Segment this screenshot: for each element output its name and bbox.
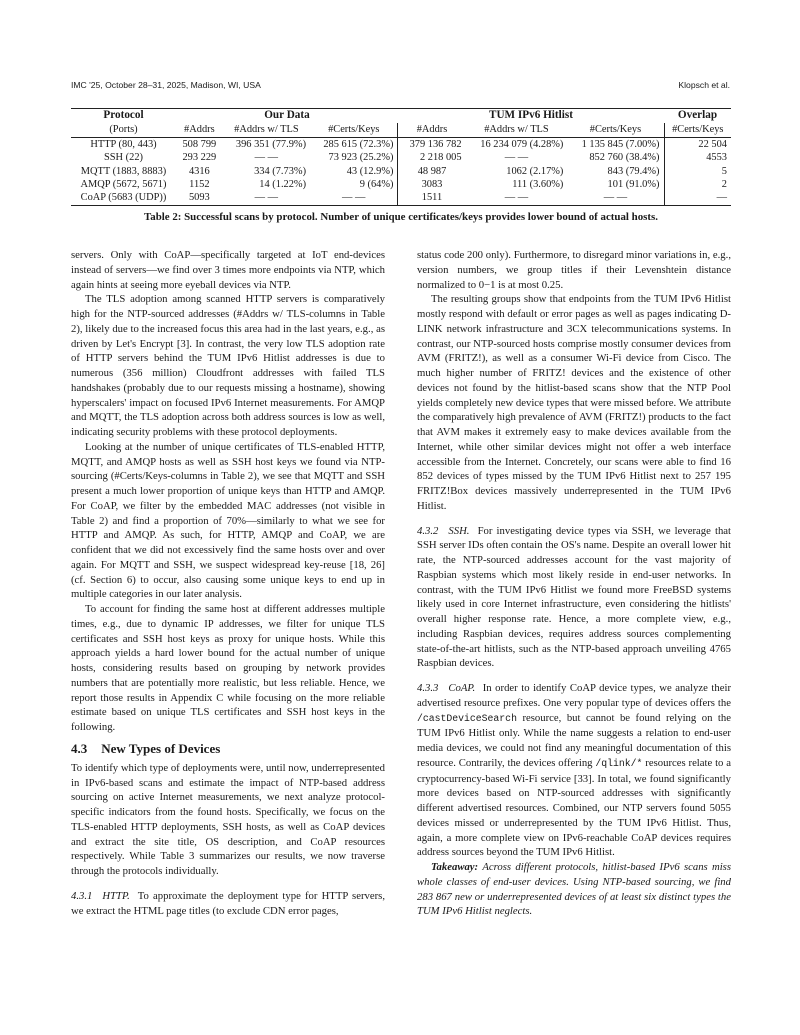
paragraph-text: To approximate the deployment type for HTTP servers, we extract the HTML page titles (to exclude CDN error pages, <box>71 889 385 917</box>
paragraph: To identify which type of deployments were, until now, underrepresented in IPv6-based scans and estimate the impact of NTP-based address sourcing on active Internet measurements, we next analyze protocol-specific indicators from the found hosts. Specifically, we focus on the TLS-enabled HTTP deployments, SSH hosts, as well as CoAP devices and extract the site title, OS description, and CoAP resources respectively. While Table 3 summarizes our results, we now traverse through the protocols individually. <box>71 761 385 877</box>
cell: 111 (3.60%) <box>512 179 564 191</box>
paragraph: The resulting groups show that endpoints from the TUM IPv6 Hitlist mostly respond with default or error pages as well as pages indicating D-LINK network infrastructure and 3CX telecommunications systems. In contrast, our NTP-sourced hosts comprise mostly consumer devices from AVM (FRITZ!), as well as a consumer Wi-Fi device from Cisco. The much higher number of FRITZ! devices and the existence of other devices not found by the hitlist-based scans show that the NTP Pool yields completely new device types that were missed before. We attribute the comparatively high prevalence of AVM (FRITZ!) products to the fact that AVM makes it extremely easy to make devices available from the Internet, while other similar devices might not offer a web interface accessible from the Internet. Concretely, our scans were able to find 16 852 devices of types missed by the TUM IPv6 Hitlist next to 257 195 FRITZ!Box devices massively underrepresented in the TUM IPv6 Hitlist. <box>417 293 731 512</box>
takeaway-text: Across different protocols, hitlist-based IPv6 scans miss whole classes of end-user devices. Using NTP-based sourcing, we find 283 867 new or underrepresented devices of at least six distinct types the TUM IPv6 Hitlist neglects. <box>417 861 731 918</box>
paragraph-text: resources relate to a cryptocurrency-based Wi-Fi service [33]. In total, we found significantly more devices based on NTP-sourced addresses with significantly different advertised resources. Combined, our NTP servers found 5055 devices missed or underrepresented by the TUM IPv6 Hitlist. Thus, again, a more complete view on IPv6-reachable CoAP devices requires address sources beyond the TUM IPv6 Hitlist. <box>417 756 732 859</box>
section-heading <box>71 741 385 757</box>
cell: 852 760 (38.4%) <box>589 152 660 164</box>
col-addrs-tls: #Addrs w/ TLS <box>223 123 310 137</box>
paragraph: The TLS adoption among scanned HTTP servers is comparatively high for the NTP-sourced addresses (#Addrs w/ TLS-columns in Table 2), likely due to the increased focus this area had in the last years, e.g., as driven by Let's Encrypt [3]. In contrast, the very low TLS adoption rate of HTTP servers behind the TUM IPv6 Hitlist addresses is due to numerous (356 million) Cloudfront addresses with failed TLS handshakes (probably due to our requests missing a hostname), showing hyperscalers' impact on focused IPv6 Internet measurements. For AMQP and MQTT, the TLS adoption across both address sources is low as well, indicating security problems with these protocol deployments. <box>71 293 385 438</box>
col-certs: #Certs/Keys <box>310 123 398 137</box>
cell: 508 799 <box>182 138 217 150</box>
takeaway-paragraph <box>417 860 731 919</box>
venue-line: IMC '25, October 28–31, 2025, Madison, WI, USA <box>71 80 261 90</box>
col-addrs: #Addrs <box>176 123 223 137</box>
cell: 16 234 079 (4.28%) <box>480 138 564 150</box>
table-2 <box>71 108 731 223</box>
cell: 396 351 (77.9%) <box>235 138 307 150</box>
cell: 285 615 (72.3%) <box>323 138 394 150</box>
table-row <box>71 151 731 164</box>
cell: — — <box>254 152 279 164</box>
paragraph <box>417 524 731 672</box>
subsection-number: 4.3.2 <box>417 524 439 537</box>
section-title: New Types of Devices <box>101 740 221 756</box>
author-line: Klopsch et al. <box>678 80 730 90</box>
cell: MQTT (1883, 8883) <box>80 165 167 177</box>
cell: 101 (91.0%) <box>607 179 660 191</box>
cell: 2 <box>664 178 731 191</box>
subsection-heading <box>417 682 475 694</box>
cell: HTTP (80, 443) <box>90 138 157 150</box>
cell: 14 (1.22%) <box>259 179 307 191</box>
subsection-title: SSH. <box>448 524 470 537</box>
cell: 2 218 005 <box>398 151 466 164</box>
col-overlap-certs: #Certs/Keys <box>664 123 731 137</box>
subsection-heading <box>417 525 469 537</box>
cell: 1062 (2.17%) <box>506 165 564 177</box>
cell: 73 923 (25.2%) <box>328 152 394 164</box>
table-row <box>71 191 731 205</box>
subsection-number: 4.3.3 <box>417 682 439 694</box>
subsection-title: CoAP. <box>448 682 476 694</box>
col-tum-certs: #Certs/Keys <box>567 123 664 137</box>
takeaway-label: Takeaway: <box>431 861 479 873</box>
cell: 43 (12.9%) <box>346 165 394 177</box>
right-column <box>417 248 731 919</box>
cell: 5093 <box>176 191 223 205</box>
left-column <box>71 248 385 918</box>
paragraph <box>71 889 385 919</box>
paragraph-text: In order to identify CoAP device types, we analyze their advertised resource prefixes. One very popular type of devices offers the <box>417 682 732 709</box>
table-caption: Table 2: Successful scans by protocol. Number of unique certificates/keys provides lower bound of actual hosts. <box>143 210 658 223</box>
cell: 293 229 <box>182 152 217 164</box>
col-tum-addrs-tls: #Addrs w/ TLS <box>466 123 568 137</box>
cell: — — <box>466 191 568 205</box>
cell: 48 987 <box>398 165 466 178</box>
paragraph: Looking at the number of unique certificates of TLS-enabled HTTP, MQTT, and AMQP hosts as well as SSH host keys we found via NTP-sourcing (#Certs/Keys-columns in Table 2), we see that MQTT and SSH present a much lower proportion of unique keys than HTTP and AMQP. For CoAP, we filter by the embedded MAC addresses (not visible in Table 2) and find a proportion of 70%—similarly to what we see for HTTP and AMQP. As such, for HTTP, AMQP and CoAP, we are confident that we did not excessively find the same hosts over and over again. For MQTT and SSH, we suspect widespread key-reuse [18, 26] (cf. Section 6) to occur, also causing some unique keys to end up in multiple categories in our later analysis. <box>71 440 385 601</box>
cell: 4316 <box>188 165 210 177</box>
cell: 1511 <box>398 191 466 205</box>
col-ports: (Ports) <box>71 123 176 137</box>
cell: — <box>664 191 731 205</box>
cell: 843 (79.4%) <box>607 165 660 177</box>
subsection-number: 4.3.1 <box>71 889 93 902</box>
col-group-tum: TUM IPv6 Hitlist <box>398 109 664 124</box>
cell: 3083 <box>398 178 466 191</box>
paragraph: status code 200 only). Furthermore, to disregard minor variations in, e.g., version numbers, we group titles if their Levenshtein distance normalized to 0−1 is at most 0.25. <box>417 249 731 291</box>
paragraph: To account for finding the same host at different addresses multiple times, e.g., due to dynamic IP addresses, we filter for unique TLS certificates and SSH host keys as proxy for unique hosts. While this approach yields a hard lower bound for the actual number of unique hosts, considering results based on grouping by network provides numbers that are potentially more realistic, but less reliable. Hence, we report those results in Appendix C while focusing on the more reliable estimate based on unique TLS certificates and SSH host keys in the following. <box>71 603 385 733</box>
subsection-title: HTTP. <box>102 889 130 902</box>
paragraph <box>417 681 731 860</box>
scans-table <box>71 108 731 206</box>
cell: 9 (64%) <box>359 179 394 191</box>
cell: — — <box>567 191 664 205</box>
cell: 5 <box>664 165 731 178</box>
col-group-our-data: Our Data <box>176 109 398 124</box>
cell: 22 504 <box>664 137 731 151</box>
cell: AMQP (5672, 5671) <box>80 179 167 191</box>
cell: 4553 <box>664 151 731 164</box>
cell: — — <box>310 191 398 205</box>
code-resource: /qlink/* <box>595 757 643 769</box>
cell: SSH (22) <box>104 152 143 164</box>
cell: 334 (7.73%) <box>254 165 307 177</box>
cell: 379 136 782 <box>398 137 466 151</box>
table-row <box>71 137 731 151</box>
section-number: 4.3 <box>71 740 88 756</box>
running-header <box>71 80 730 92</box>
cell: CoAP (5683 (UDP)) <box>71 191 176 205</box>
cell: 1 135 845 (7.00%) <box>581 138 660 150</box>
col-tum-addrs: #Addrs <box>398 123 466 137</box>
paragraph-text: resource, but cannot be found relying on the TUM IPv6 Hitlist only. While the name suggests a relation to end-user media devices, we could not find any meaningful documentation of this resource. Contrarily, the devices offering <box>417 711 731 769</box>
subsection-heading <box>71 890 130 902</box>
cell: — — <box>504 152 529 164</box>
cell: — — <box>223 191 310 205</box>
cell: 1152 <box>189 179 210 191</box>
paragraph-text: For investigating device types via SSH, we leverage that SSH server IDs often contain the OS's name. Despite an overall lower hit rate, the NTP-sourced addresses account for the vast majority of Raspbian systems which most likely reside in end-user networks. In contrast, with the TUM IPv6 Hitlist we found more FreeBSD systems likely used in core Internet infrastructure, even considering the hitlists' overall higher response rate. Hence, a more complete view, e.g., including Raspbian devices, requires address sources complementing state-of-the-art hitlists, such as the NTP-based approach unveiling 4765 Raspbian devices. <box>417 524 731 670</box>
col-group-overlap: Overlap <box>664 109 731 124</box>
paragraph: servers. Only with CoAP—specifically targeted at IoT end-devices instead of servers—we find over 3 times more endpoints via NTP, which again hints at seeing more eyeball devices via NTP. <box>71 249 385 291</box>
code-resource: /castDeviceSearch <box>417 712 517 724</box>
table-row <box>71 165 731 178</box>
table-row <box>71 178 731 191</box>
col-group-protocol: Protocol <box>71 109 176 124</box>
